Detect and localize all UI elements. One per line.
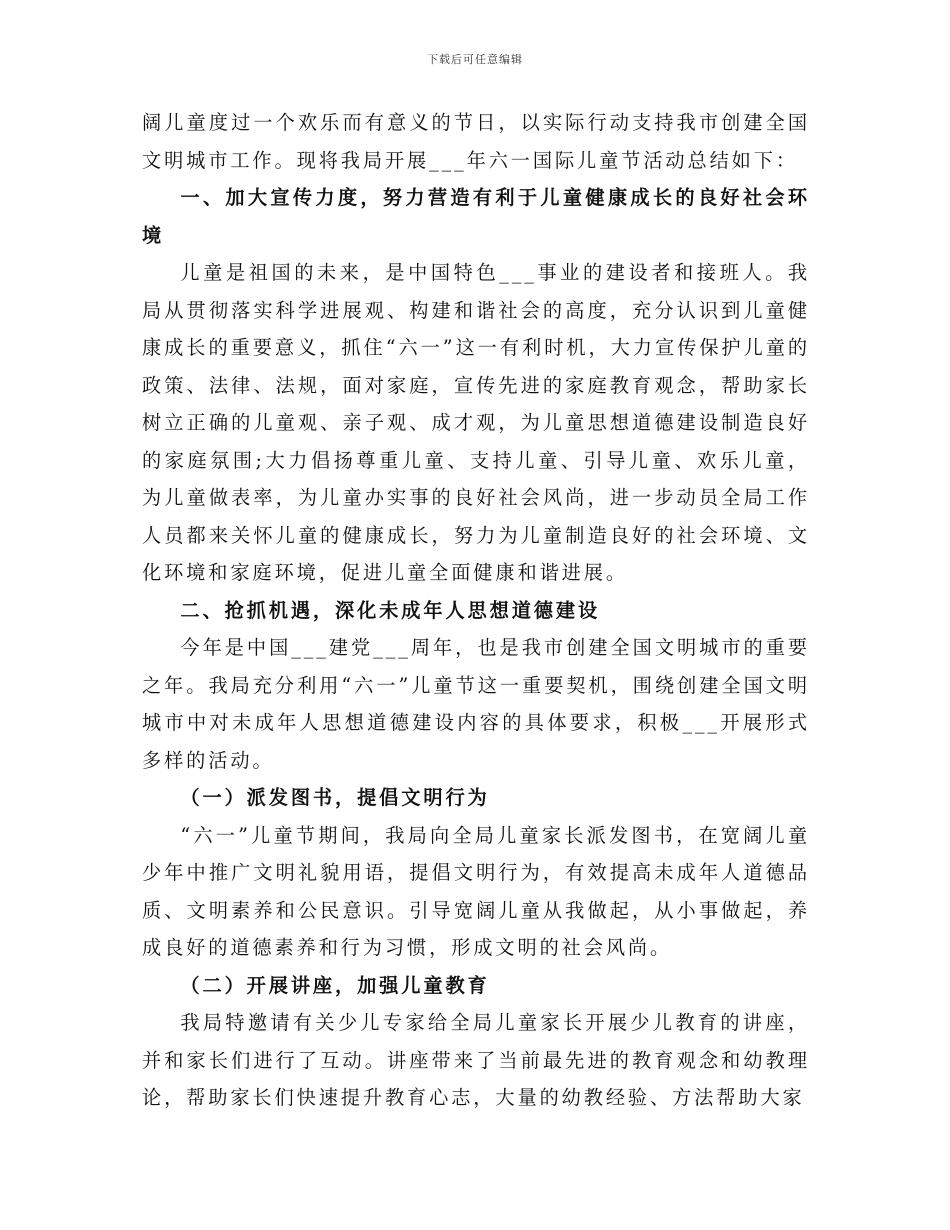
subsection-heading: （二）开展讲座，加强儿童教育 <box>180 973 490 997</box>
document-body <box>142 104 810 1117</box>
section-heading: 一、加大宣传力度，努力营造有利于儿童健康成长的良好社会环境 <box>142 186 810 247</box>
body-paragraph: 我局特邀请有关少儿专家给全局儿童家长开展少儿教育的讲座，并和家长们进行了互动。讲座带来了当前最先进的教育观念和幼教理论，帮助家长们快速提升教育心志，大量的幼教经验、方法帮助大家 <box>142 1011 810 1109</box>
body-paragraph: 阔儿童度过一个欢乐而有意义的节日，以实际行动支持我市创建全国文明城市工作。现将我局开展___年六一国际儿童节活动总结如下： <box>142 111 810 172</box>
body-paragraph: 儿童是祖国的未来，是中国特色___事业的建设者和接班人。我局从贯彻落实科学进展观、构建和谐社会的高度，充分认识到儿童健康成长的重要意义，抓住“六一”这一有利时机，大力宣传保护儿童的政策、法律、法规，面对家庭，宣传先进的家庭教育观念，帮助家长树立正确的儿童观、亲子观、成才观，为儿童思想道德建设制造良好的家庭氛围;大力倡扬尊重儿童、支持儿童、引导儿童、欢乐儿童，为儿童做表率，为儿童办实事的良好社会风尚，进一步动员全局工作人员都来关怀儿童的健康成长，努力为儿童制造良好的社会环境、文化环境和家庭环境，促进儿童全面健康和谐进展。 <box>142 261 810 584</box>
subsection-heading: （一）派发图书，提倡文明行为 <box>180 786 490 809</box>
page-header: 下载后可任意编辑 <box>427 53 523 66</box>
section-heading: 二、抢抓机遇，深化未成年人思想道德建设 <box>180 598 601 622</box>
body-paragraph: “六一”儿童节期间，我局向全局儿童家长派发图书，在宽阔儿童少年中推广文明礼貌用语，提倡文明行为，有效提高未成年人道德品质、文明素养和公民意识。引导宽阔儿童从我做起，从小事做起，养成良好的道德素养和行为习惯，形成文明的社会风尚。 <box>142 823 810 959</box>
body-paragraph: 今年是中国___建党___周年，也是我市创建全国文明城市的重要之年。我局充分利用“六一”儿童节这一重要契机，围绕创建全国文明城市中对未成年人思想道德建设内容的具体要求，积极___开展形式多样的活动。 <box>142 636 810 772</box>
